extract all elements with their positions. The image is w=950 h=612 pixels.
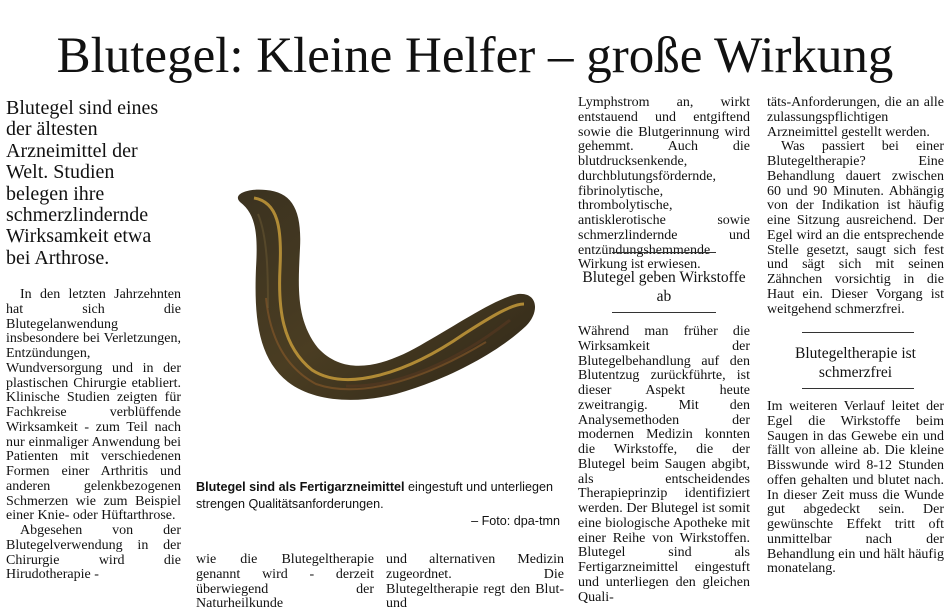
article-headline: Blutegel: Kleine Helfer – große Wirkung xyxy=(56,28,894,84)
paragraph: In den letzten Jahrzehnten hat sich die Blutegelanwendung insbesondere bei Verletzungen, Entzündungen, Wundversorgung und in der plastischen Chirurgie etabliert. Klinische Studien zeigten für Fachkreise verblüffende Wirksamkeit - zum Teil nach nur einmaliger Anwendung bei Patienten mit verschiedenen Formen einer Arthritis und anderen gelenkbezogenen Schmerzen wie zum Beispiel einer Knie- oder Hüftarthrose. xyxy=(6,287,181,524)
column-4-continued: Während man früher die Wirksamkeit der Blutegelbehandlung auf den Blutentzug zurückführte, ist dieser Aspekt heute zweitrangig. Mit den Analysemethoden der modernen Medizin konnten die Wirkstoffe, die der Blutegel beim Saugen abgibt, als entscheidendes Therapieprinzip identifiziert werden. Der Blutegel ist somit eine biologische Apotheke mit einer Reihe von Wirkstoffen. Blutegel sind als Fertigarzneimittel eingestuft und unterliegen den gleichen Quali- xyxy=(578,324,750,605)
paragraph: Abgesehen von der Blutegelverwendung in der Chirurgie wird die Hirudotherapie - xyxy=(6,523,181,583)
divider xyxy=(612,312,716,313)
photo-credit: – Foto: dpa-tmn xyxy=(471,514,560,528)
leech-icon xyxy=(196,98,564,468)
column-1 xyxy=(6,288,181,583)
caption-bold: Blutegel sind als Fertigarzneimittel xyxy=(196,480,405,494)
divider xyxy=(802,332,914,333)
photo-caption xyxy=(196,479,564,528)
paragraph: täts-Anforderungen, die an alle zulassungspflichtigen Arzneimittel gestellt werden. xyxy=(767,95,944,140)
divider xyxy=(612,252,716,253)
paragraph: Was passiert bei einer Blutegeltherapie? Eine Behandlung dauert zwischen 60 und 90 Minuten. Abhängig von der Indikation ist häufig eine Sitzung ausreichend. Der Egel wird an die entsprechende Stelle gesetzt, saugt sich fest und sägt sich mit seinen Zähnchen vorsichtig in die Haut ein. Dieser Vorgang ist weitgehend schmerzfrei. xyxy=(767,139,944,317)
lead-paragraph: Blutegel sind eines der ältesten Arzneimittel der Welt. Studien belegen ihre schmerzlindernde Wirksamkeit etwa bei Arthrose. xyxy=(6,97,159,269)
leech-photo xyxy=(196,98,564,468)
caption-text: eingestuft und unterliegen strengen Qualitätsanforderungen. xyxy=(196,480,553,511)
subheading-1: Blutegel geben Wirkstoffe ab xyxy=(582,269,746,305)
column-3: und alternativen Medizin zugeordnet. Die Blutegeltherapie regt den Blut- und xyxy=(386,552,564,612)
column-2: wie die Blutegeltherapie genannt wird - derzeit überwiegend der Naturheilkunde xyxy=(196,552,374,612)
column-5 xyxy=(767,96,944,317)
column-4: Lymphstrom an, wirkt entstauend und entgiftend sowie die Blutgerinnung wird gehemmt. Auch die blutdrucksenkende, durchblutungsfördernde, fibrinolytische, thrombolytische, antisklerotische sowie schmerzlindernde und entzündungshemmende Wirkung ist erwiesen. xyxy=(578,95,750,273)
subheading-2: Blutegeltherapie ist schmerzfrei xyxy=(795,345,916,381)
column-5-continued: Im weiteren Verlauf leitet der Egel die Wirkstoffe beim Saugen in das Gewebe ein und fällt von alleine ab. Die kleine Bisswunde wird 8-12 Stunden offen gehalten und blutet nach. In dieser Zeit muss die Wunde gut abgedeckt sein. Der gewünschte Effekt tritt oft unmittelbar nach der Behandlung ein und hält häufig monatelang. xyxy=(767,399,944,577)
divider xyxy=(802,388,914,389)
